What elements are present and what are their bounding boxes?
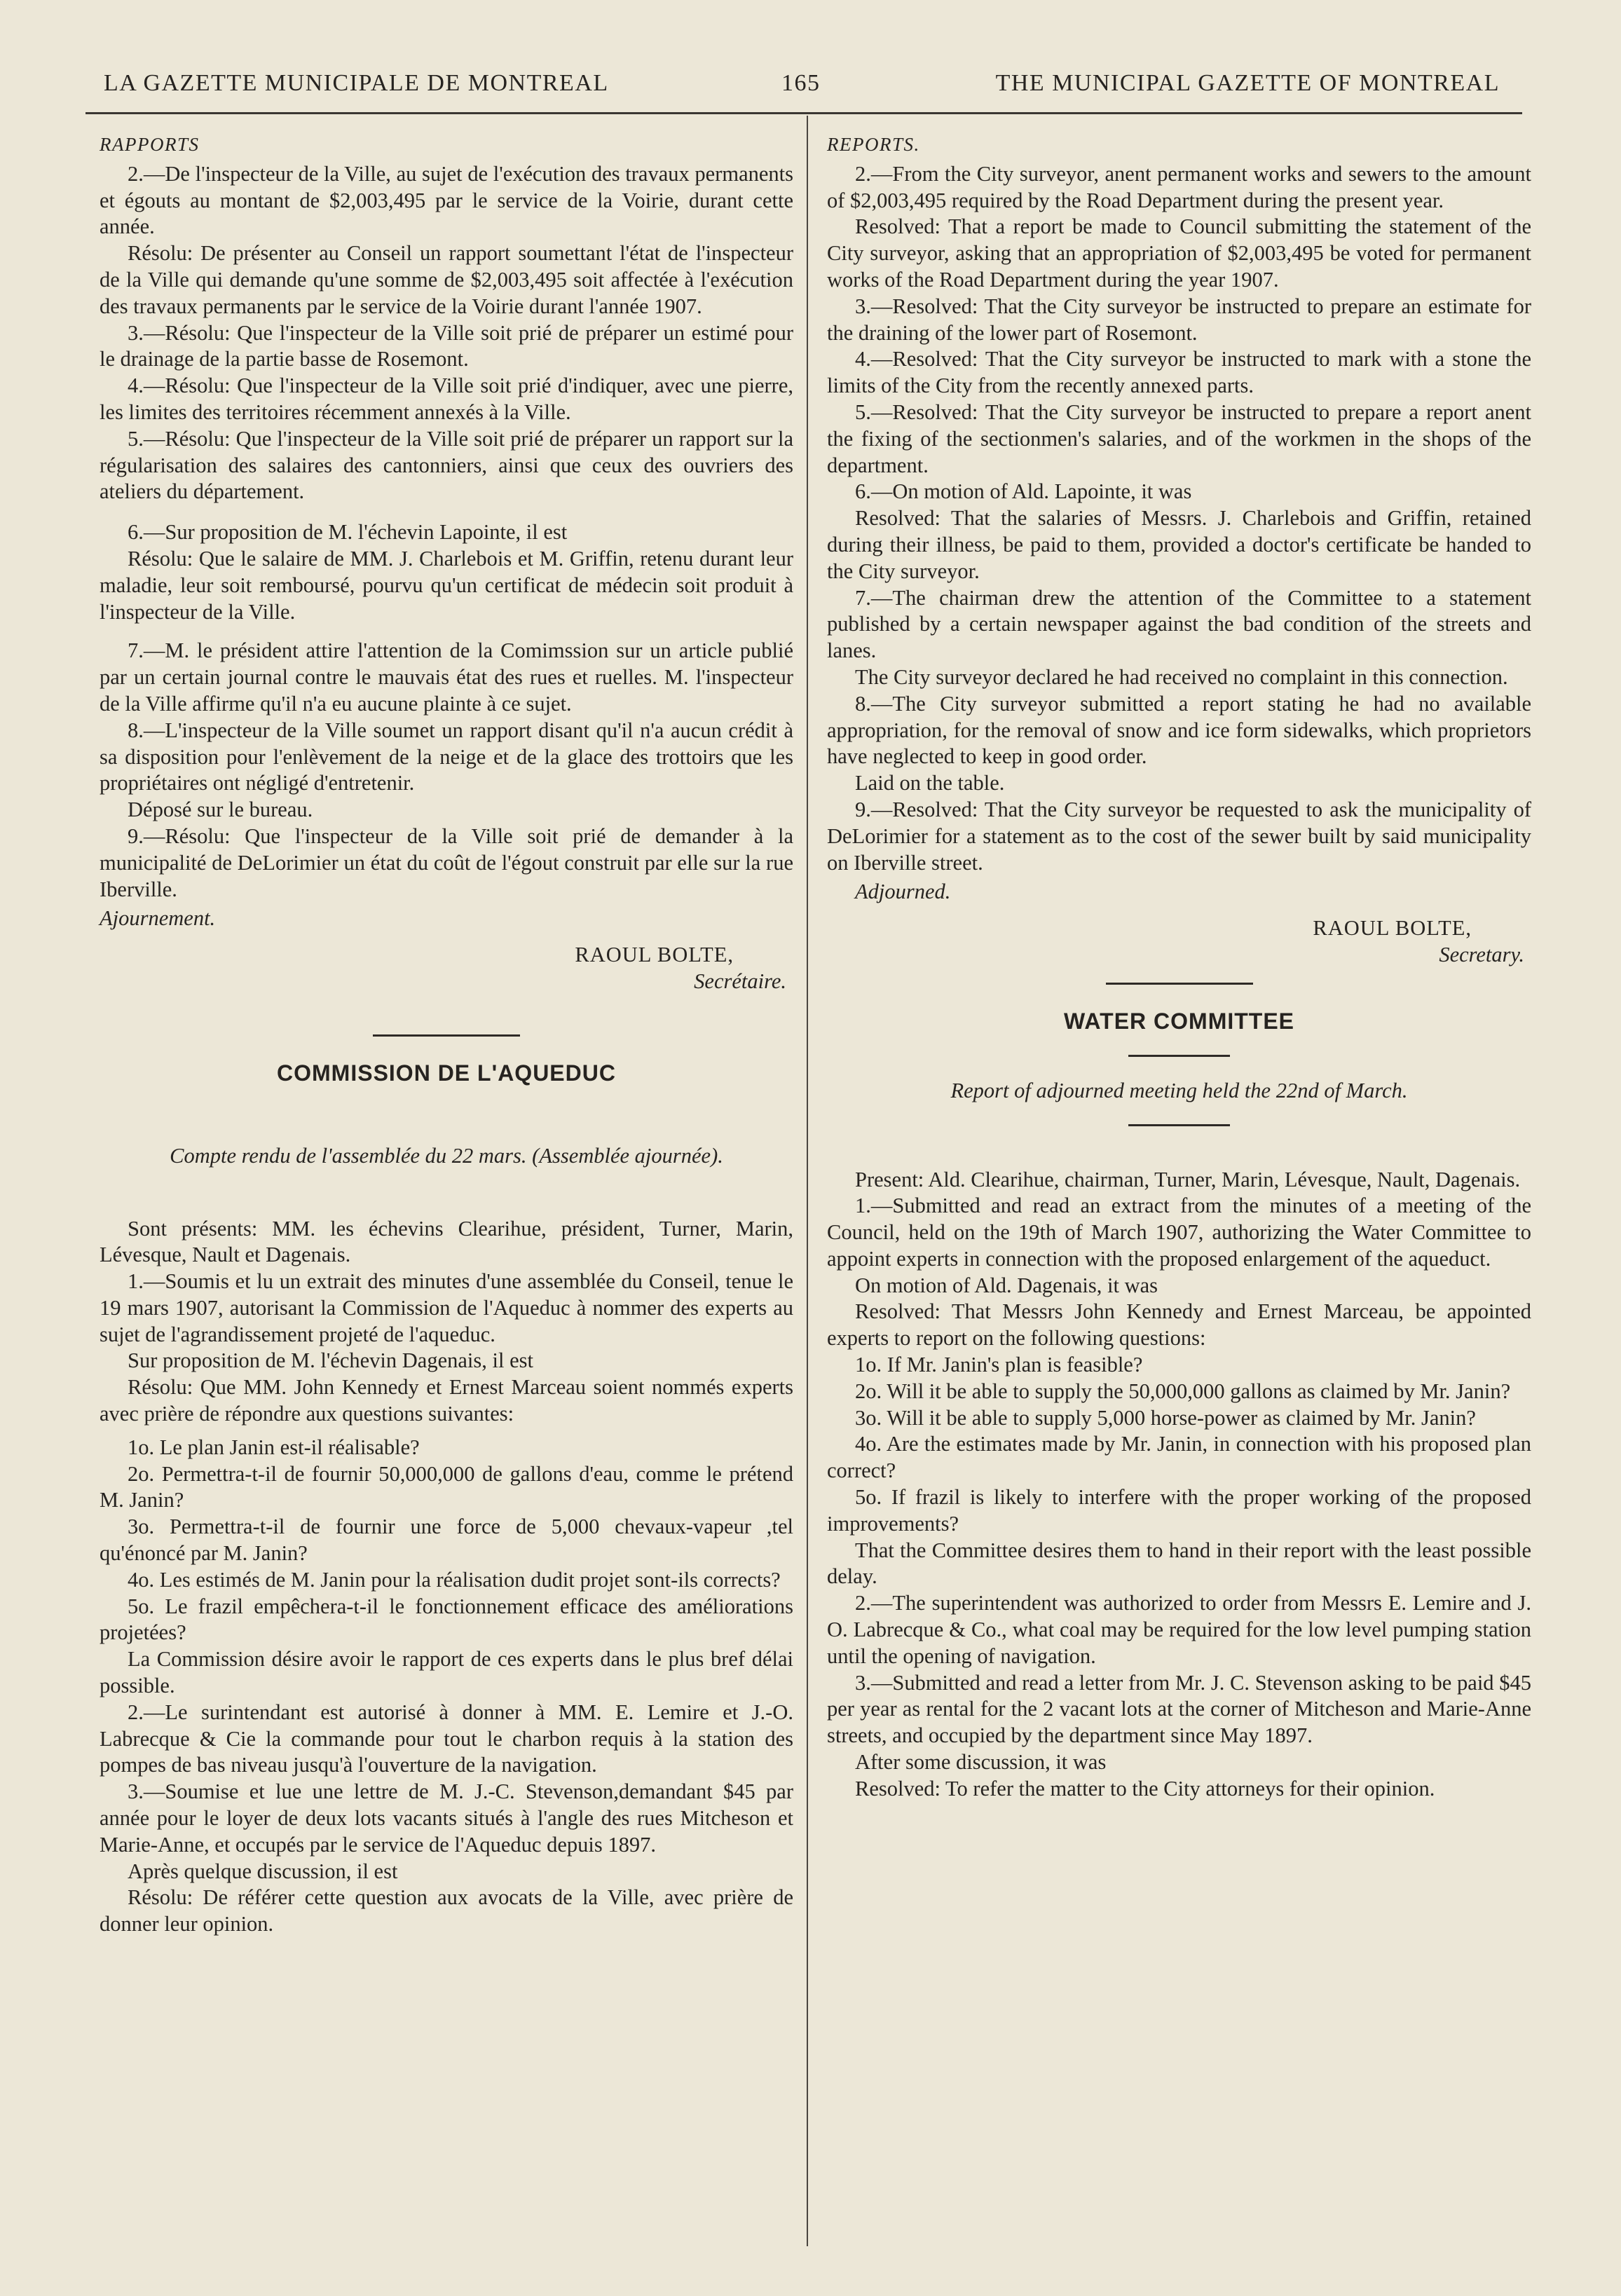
report-paragraph: 2.—From the City surveyor, anent permanent works and sewers to the amount of $2,003,495 required by the Road Department during the present year. — [827, 161, 1531, 212]
page-header — [98, 64, 1500, 100]
question-item: 4o. Are the estimates made by Mr. Janin, in connection with his proposed plan correct? — [827, 1432, 1531, 1483]
minutes-paragraph: La Commission désire avoir le rapport de ces experts dans le plus bref délai possible. — [100, 1647, 793, 1698]
report-paragraph: 3.—Résolu: Que l'inspecteur de la Ville soit prié de préparer un estimé pour le drainage de la partie basse de Rosemont. — [100, 320, 793, 371]
report-paragraph: 6.—On motion of Ald. Lapointe, it was — [855, 479, 1192, 504]
question-item: 5o. If frazil is likely to interfere with the proper working of the proposed improvements? — [827, 1485, 1531, 1536]
page-number: 165 — [781, 70, 821, 96]
report-paragraph: 8.—L'inspecteur de la Ville soumet un rapport disant qu'il n'a aucun crédit à sa disposition pour l'enlèvement de la neige et de la glace des trottoirs que les propriétaires ont négligé d'entretenir. — [100, 718, 793, 795]
report-paragraph: Resolved: That a report be made to Council submitting the statement of the City surveyor, asking that an appropriation of $2,003,495 be voted for permanent works of the Road Department during the year 1907. — [827, 214, 1531, 292]
french-column — [100, 132, 793, 1938]
report-paragraph: 5.—Resolved: That the City surveyor be instructed to prepare a report anent the fixing of the sectionmen's salaries, and of the workmen in the shops of the department. — [827, 399, 1531, 477]
adjournment: Ajournement. — [100, 906, 216, 931]
minutes-paragraph: On motion of Ald. Dagenais, it was — [855, 1273, 1158, 1297]
english-column — [827, 132, 1531, 1803]
minutes-paragraph: 1.—Submitted and read an extract from the minutes of a meeting of the Council, held on the 19th of March 1907, authorizing the Water Committee to appoint experts in connection with the proposed enlargement of the aqueduct. — [827, 1194, 1531, 1271]
minutes-paragraph: Resolved: To refer the matter to the City attorneys for their opinion. — [855, 1776, 1435, 1800]
question-item: 4o. Les estimés de M. Janin pour la réalisation dudit projet sont-ils corrects? — [128, 1567, 781, 1592]
section-rule — [1128, 1055, 1230, 1057]
reports-heading: RAPPORTS — [100, 134, 200, 155]
question-item: 3o. Permettra-t-il de fournir une force de 5,000 chevaux-vapeur ,tel qu'énoncé par M. Janin? — [100, 1515, 793, 1566]
section-title: COMMISSION DE L'AQUEDUC — [277, 1060, 616, 1086]
report-paragraph: 2.—De l'inspecteur de la Ville, au sujet de l'exécution des travaux permanents et égouts au montant de $2,003,495 par le service de la Voirie, durant cette année. — [100, 161, 793, 239]
section-title: WATER COMMITTEE — [1063, 1008, 1295, 1034]
report-paragraph: Résolu: Que le salaire de MM. J. Charlebois et M. Griffin, retenu durant leur maladie, leur soit remboursé, pourvu qu'un certificat de médecin soit produit à l'inspecteur de la Ville. — [100, 546, 793, 624]
minutes-paragraph: Après quelque discussion, il est — [128, 1859, 398, 1883]
question-item: 5o. Le frazil empêchera-t-il le fonctionnement efficace des améliorations projetées? — [100, 1594, 793, 1645]
minutes-paragraph: 2.—The superintendent was authorized to order from Messrs E. Lemire and J. O. Labrecque & Co., what coal may be required for the low level pumping station until the opening of navigation. — [827, 1591, 1531, 1668]
header-french-title: LA GAZETTE MUNICIPALE DE MONTREAL — [104, 70, 609, 96]
signature-title: Secrétaire. — [694, 969, 786, 993]
question-item: 3o. Will it be able to supply 5,000 horse-power as claimed by Mr. Janin? — [855, 1405, 1476, 1430]
question-item: 1o. Le plan Janin est-il réalisable? — [128, 1435, 420, 1459]
signature-title: Secretary. — [1439, 942, 1524, 966]
section-rule — [1128, 1124, 1230, 1126]
section-rule — [1106, 983, 1253, 985]
report-paragraph: 9.—Résolu: Que l'inspecteur de la Ville soit prié de demander à la municipalité de DeLorimier un état du coût de l'égout construit par elle sur la rue Iberville. — [100, 824, 793, 901]
header-rule — [86, 112, 1522, 114]
minutes-paragraph: Resolved: That Messrs John Kennedy and Ernest Marceau, be appointed experts to report on the following questions: — [827, 1299, 1531, 1351]
report-paragraph: 4.—Resolved: That the City surveyor be instructed to mark with a stone the limits of the City from the recently annexed parts. — [827, 347, 1531, 398]
minutes-paragraph: After some discussion, it was — [855, 1750, 1107, 1775]
minutes-paragraph: 3.—Submitted and read a letter from Mr. J. C. Stevenson asking to be paid $45 per year as rental for the 2 vacant lots at the corner of Mitcheson and Marie-Anne streets, and occupied by the department since May 1897. — [827, 1670, 1531, 1748]
minutes-paragraph: That the Committee desires them to hand in their report with the least possible delay. — [827, 1538, 1531, 1589]
report-paragraph: 6.—Sur proposition de M. l'échevin Lapointe, il est — [128, 520, 568, 545]
report-paragraph: 4.—Résolu: Que l'inspecteur de la Ville soit prié d'indiquer, avec une pierre, les limites des territoires récemment annexés à la Ville. — [100, 374, 793, 424]
signature-name: RAOUL BOLTE, — [1313, 916, 1472, 941]
question-item: 2o. Will it be able to supply the 50,000,000 gallons as claimed by Mr. Janin? — [855, 1379, 1511, 1403]
report-paragraph: 9.—Resolved: That the City surveyor be requested to ask the municipality of DeLorimier for a statement as to the cost of the sewer built by said municipality on Iberville street. — [827, 797, 1531, 875]
report-paragraph: 8.—The City surveyor submitted a report stating he had no available appropriation, for the removal of snow and ice form sidewalks, which proprietors have neglected to keep in good order. — [827, 691, 1531, 769]
report-paragraph: 3.—Resolved: That the City surveyor be instructed to prepare an estimate for the draining of the lower part of Rosemont. — [827, 294, 1531, 345]
minutes-paragraph: 3.—Soumise et lue une lettre de M. J.-C. Stevenson,demandant $45 par année pour le loyer de deux lots vacants situés à l'angle des rues Mitcheson et Marie-Anne, et occupés par le service de l'Aqueduc depuis 1897. — [100, 1779, 793, 1857]
section-subtitle: Compte rendu de l'assemblée du 22 mars. (Assemblée ajournée). — [170, 1143, 723, 1168]
minutes-paragraph: Present: Ald. Clearihue, chairman, Turner, Marin, Lévesque, Nault, Dagenais. — [855, 1167, 1521, 1191]
minutes-paragraph: Résolu: Que MM. John Kennedy et Ernest Marceau soient nommés experts avec prière de répondre aux questions suivantes: — [100, 1375, 793, 1426]
minutes-paragraph: 2.—Le surintendant est autorisé à donner à MM. E. Lemire et J.-O. Labrecque & Cie la commande pour tout le charbon requis à la station des pompes de bas niveau jusqu'à l'ouverture de la navigation. — [100, 1700, 793, 1777]
minutes-paragraph: 1.—Soumis et lu un extrait des minutes d'une assemblée du Conseil, tenue le 19 mars 1907, autorisant la Commission de l'Aqueduc à nommer des experts au sujet de l'agrandissement projeté de l'aqueduc. — [100, 1269, 793, 1346]
minutes-paragraph: Sont présents: MM. les échevins Clearihue, président, Turner, Marin, Lévesque, Nault et Dagenais. — [100, 1216, 793, 1267]
report-paragraph: 7.—M. le président attire l'attention de la Comimssion sur un article publié par un certain journal contre le mauvais état des rues et ruelles. M. l'inspecteur de la Ville affirme qu'il n'a eu aucune plainte à ce sujet. — [100, 638, 793, 716]
section-rule — [373, 1034, 520, 1037]
signature-name: RAOUL BOLTE, — [575, 943, 734, 967]
minutes-paragraph: Sur proposition de M. l'échevin Dagenais, il est — [128, 1348, 533, 1373]
report-paragraph: 5.—Résolu: Que l'inspecteur de la Ville soit prié de préparer un rapport sur la régularisation des salaires des cantonniers, ainsi que ceux des ouvriers des ateliers du département. — [100, 426, 793, 504]
report-paragraph: Laid on the table. — [855, 771, 1005, 795]
reports-heading: REPORTS. — [827, 134, 920, 155]
report-paragraph: Résolu: De présenter au Conseil un rapport soumettant l'état de l'inspecteur de la Ville qui demande qu'une somme de $2,003,495 soit affectée à l'exécution des travaux permanents par le service de la Voirie durant l'année 1907. — [100, 241, 793, 318]
minutes-paragraph: Résolu: De référer cette question aux avocats de la Ville, avec prière de donner leur opinion. — [100, 1885, 793, 1936]
report-paragraph: Déposé sur le bureau. — [128, 798, 313, 822]
report-paragraph: 7.—The chairman drew the attention of the Committee to a statement published by a certain newspaper against the bad condition of the streets and lanes. — [827, 585, 1531, 663]
column-divider — [807, 116, 808, 2246]
section-subtitle: Report of adjourned meeting held the 22nd of March. — [950, 1078, 1408, 1102]
question-item: 2o. Permettra-t-il de fournir 50,000,000 de gallons d'eau, comme le prétend M. Janin? — [100, 1461, 793, 1512]
report-paragraph: Resolved: That the salaries of Messrs. J. Charlebois and Griffin, retained during their illness, be paid to them, provided a doctor's certificate be handed to the City surveyor. — [827, 506, 1531, 583]
adjournment: Adjourned. — [855, 880, 951, 904]
question-item: 1o. If Mr. Janin's plan is feasible? — [855, 1353, 1143, 1377]
report-paragraph: The City surveyor declared he had received no complaint in this connection. — [855, 664, 1508, 689]
header-english-title: THE MUNICIPAL GAZETTE OF MONTREAL — [995, 70, 1500, 96]
